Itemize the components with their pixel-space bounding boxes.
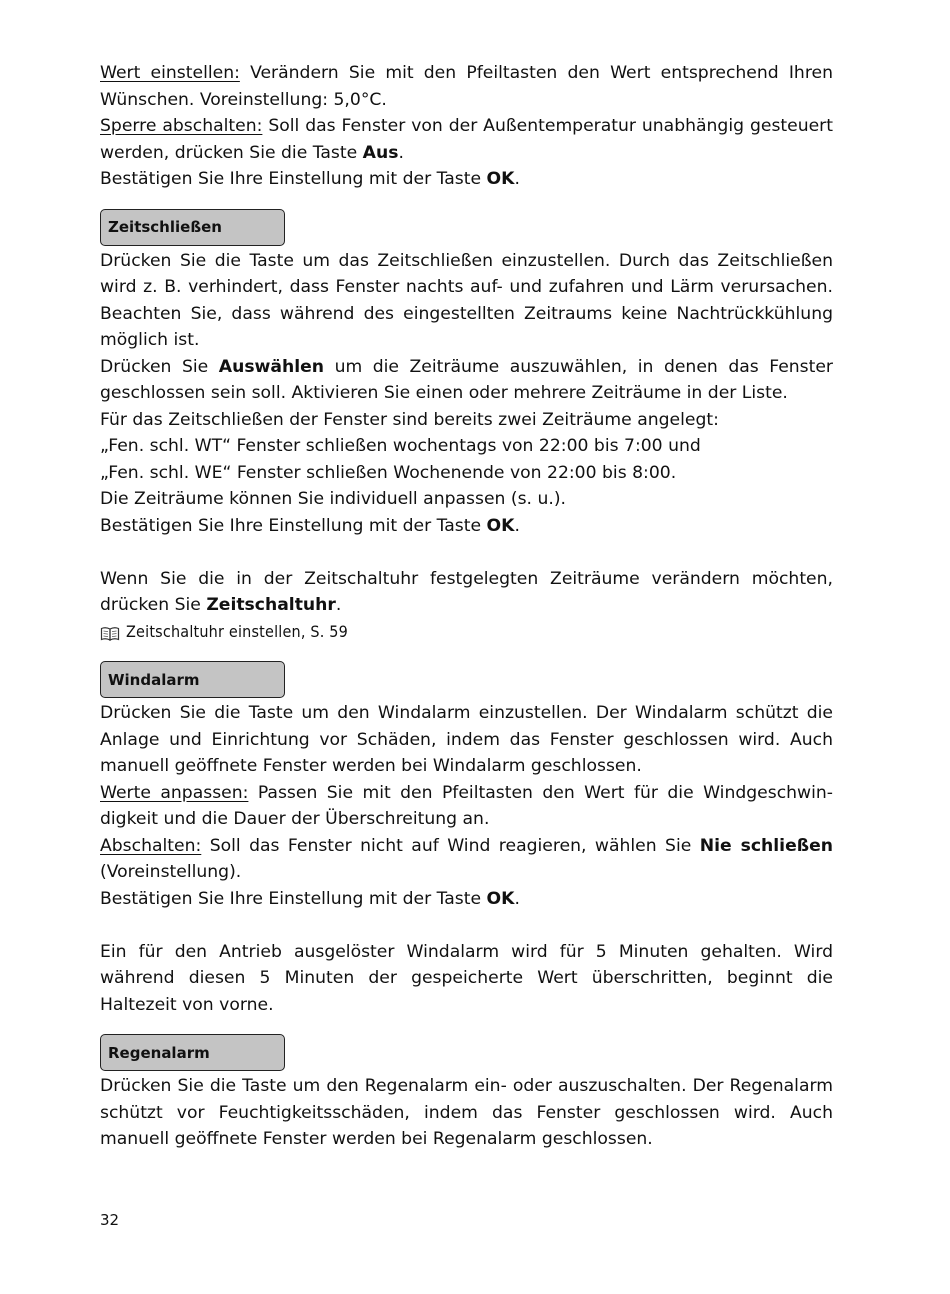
- zeitschaltuhr-text: Wenn Sie die in der Zeitschaltuhr festgelegten Zeiträume verändern möchten, drücken Sie: [100, 568, 833, 615]
- page-number: 32: [100, 1211, 120, 1229]
- ok-key: OK: [486, 888, 515, 909]
- werte-anpassen-label: Werte anpassen:: [100, 782, 249, 803]
- nie-schliessen-key: Nie schließen: [699, 835, 833, 856]
- wert-einstellen-text: Verändern Sie mit den Pfeiltasten den Wert entsprechend Ihren Wünschen. Voreinstellung: 5,0°C.: [100, 63, 833, 110]
- confirm-text: Bestätigen Sie Ihre Einstellung mit der Taste: [100, 515, 487, 536]
- zeitschaltuhr-paragraph: [100, 566, 833, 619]
- section-heading-windalarm: Windalarm: [100, 661, 285, 698]
- section-heading-zeitschliessen: Zeitschließen: [100, 209, 285, 246]
- wind-haltezeit-paragraph: Ein für den Antrieb ausgelöster Windalarm wird für 5 Minuten gehalten. Wird während diesen 5 Minuten der gespeicherte Wert überschritten, beginnt die Haltezeit von vorne.: [100, 941, 833, 1015]
- confirm-text: Bestätigen Sie Ihre Einstellung mit der Taste: [100, 888, 487, 909]
- zeit-confirm-paragraph: [100, 513, 833, 540]
- confirm-paragraph: [100, 166, 833, 193]
- ok-key: OK: [486, 169, 515, 189]
- wert-einstellen-label: Wert einstellen:: [100, 63, 240, 83]
- sperre-abschalten-label: Sperre abschalten:: [100, 116, 263, 136]
- ok-key: OK: [486, 515, 515, 536]
- wind-intro-paragraph: Drücken Sie die Taste um den Windalarm einzustellen. Der Windalarm schützt die Anlage und Einrichtung vor Schäden, indem das Fenster geschlossen wird. Auch manuell geöffnete Fenster werden bei Windalarm geschlossen.: [100, 703, 833, 776]
- abschalten-end: (Voreinstellung).: [100, 862, 242, 882]
- zeitschaltuhr-key: Zeitschaltuhr: [206, 595, 336, 615]
- sentence-end: .: [335, 595, 342, 615]
- cross-reference-text: Zeitschaltuhr einstellen, S. 59: [126, 621, 348, 641]
- werte-anpassen-text: Passen Sie mit den Pfeiltasten den Wert für die Windgeschwindigkeit und die Dauer der Überschreitung an.: [100, 782, 833, 829]
- zeit-auswaehlen-text: um die Zeiträume auszuwählen, in denen das Fenster geschlossen sein soll. Aktivieren Sie einen oder mehrere Zeiträume in der Liste.: [100, 356, 834, 403]
- abschalten-text: Soll das Fenster nicht auf Wind reagieren, wählen Sie: [201, 835, 700, 856]
- zeit-auswaehlen-start: Drücken Sie: [100, 356, 219, 377]
- aus-key: Aus: [362, 142, 399, 163]
- sperre-abschalten-text: Soll das Fenster von der Außentemperatur unabhängig gesteuert werden, drücken Sie die Taste: [100, 116, 833, 163]
- cross-reference[interactable]: [100, 619, 833, 646]
- sentence-end: .: [514, 888, 520, 909]
- zeit-line-2: „Fen. schl. WT“ Fenster schließen wochentags von 22:00 bis 7:00 und: [100, 436, 701, 456]
- book-icon: [100, 624, 120, 640]
- section-heading-regenalarm: Regenalarm: [100, 1034, 285, 1071]
- zeit-line-4: Die Zeiträume können Sie individuell anpassen (s. u.).: [100, 489, 566, 509]
- werte-anpassen-paragraph: [100, 780, 833, 833]
- abschalten-paragraph: [100, 833, 833, 886]
- zeit-intro-paragraph: Drücken Sie die Taste um das Zeitschließen einzustellen. Durch das Zeitschließen wird z. B. verhindert, dass Fenster nachts auf- und zufahren und Lärm verursachen. Beachten Sie, dass während des eingestellten Zeitraums keine Nachtrückkühlung möglich ist.: [100, 250, 833, 350]
- auswaehlen-key: Auswählen: [218, 356, 325, 377]
- sperre-abschalten-paragraph: [100, 113, 833, 166]
- confirm-text: Bestätigen Sie Ihre Einstellung mit der Taste: [100, 169, 487, 189]
- zeit-line-1: Für das Zeitschließen der Fenster sind bereits zwei Zeiträume angelegt:: [100, 409, 719, 430]
- manual-page: [100, 60, 833, 1153]
- sentence-end: .: [398, 142, 404, 163]
- zeit-auswaehlen-paragraph: [100, 354, 833, 407]
- sentence-end: .: [514, 169, 520, 189]
- zeit-line-3: „Fen. schl. WE“ Fenster schließen Wochenende von 22:00 bis 8:00.: [100, 462, 677, 483]
- sentence-end: .: [514, 515, 520, 536]
- regen-intro-paragraph: Drücken Sie die Taste um den Regenalarm ein- oder auszuschalten. Der Regenalarm schützt vor Feuchtigkeitsschäden, indem das Fenster geschlossen wird. Auch manuell geöffnete Fenster werden bei Regenalarm geschlossen.: [100, 1076, 833, 1149]
- wert-einstellen-paragraph: [100, 60, 833, 113]
- wind-confirm-paragraph: [100, 886, 833, 913]
- abschalten-label: Abschalten:: [100, 835, 202, 856]
